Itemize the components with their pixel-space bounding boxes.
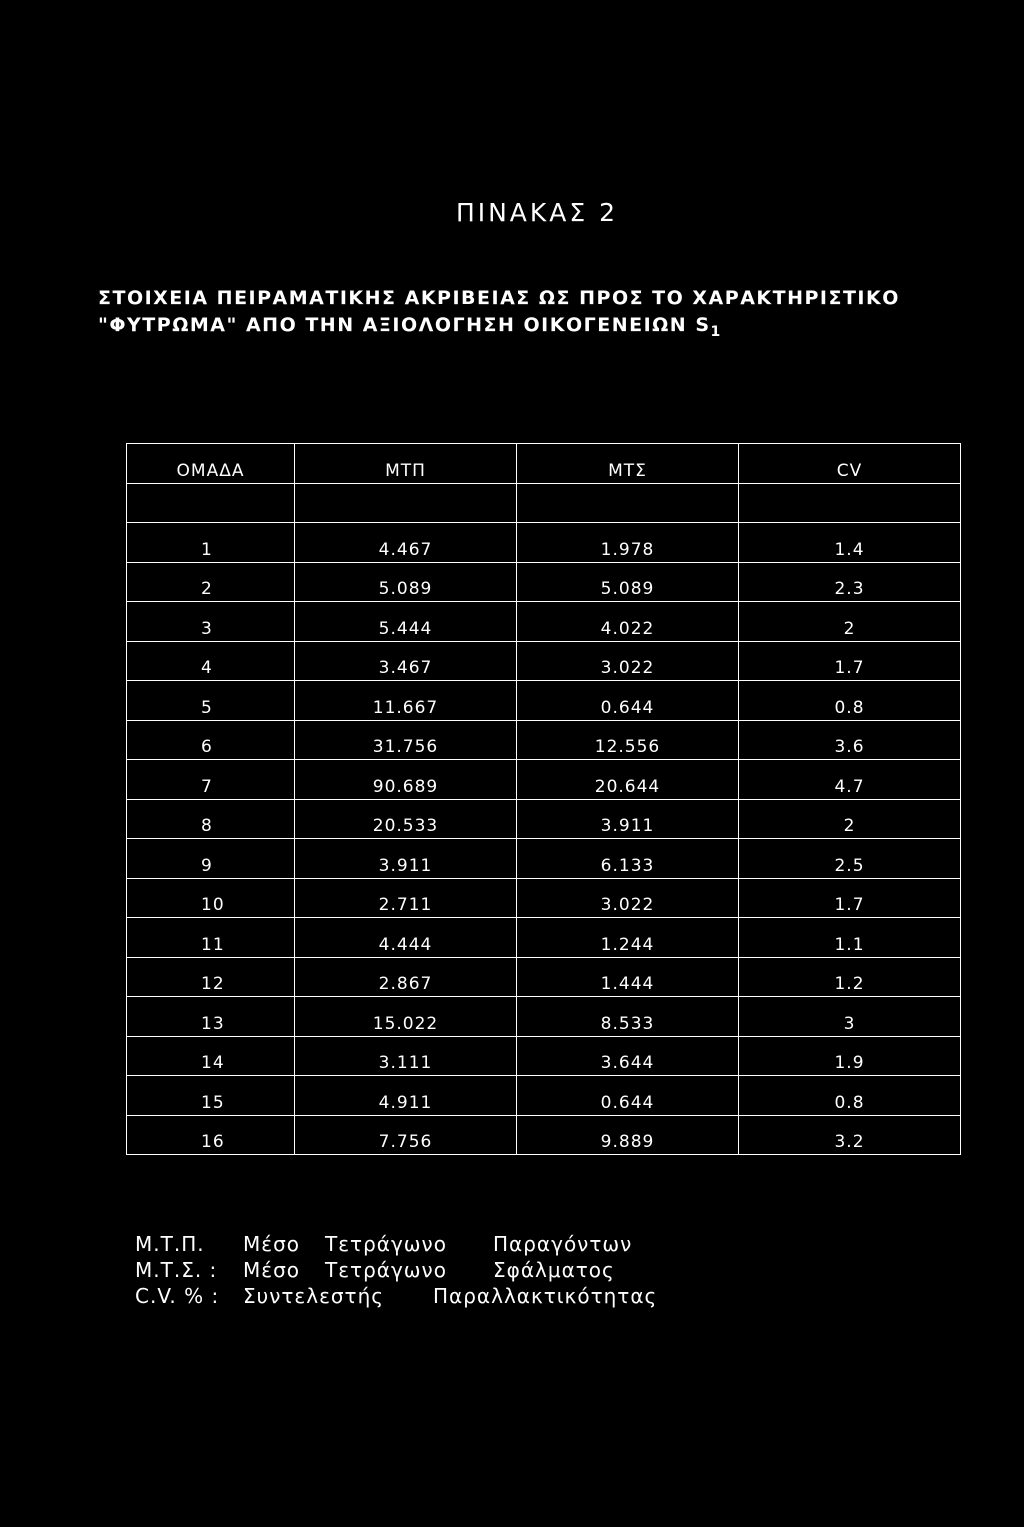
table-row (127, 1115, 961, 1155)
group-cell: 16 (127, 1115, 295, 1155)
header-row (127, 444, 961, 484)
empty-cell (739, 483, 961, 523)
mtp-cell: 90.689 (295, 760, 517, 800)
mts-cell: 1.444 (517, 957, 739, 997)
table-row (127, 641, 961, 681)
header-mtp: ΜΤΠ (295, 444, 517, 484)
group-cell: 15 (127, 1076, 295, 1116)
mts-cell: 9.889 (517, 1115, 739, 1155)
subtitle-line-2-subscript: 1 (710, 323, 722, 340)
group-cell: 8 (127, 799, 295, 839)
group-cell: 14 (127, 1036, 295, 1076)
cv-cell: 2.3 (739, 562, 961, 602)
group-cell: 13 (127, 997, 295, 1037)
cv-cell: 1.2 (739, 957, 961, 997)
table-row (127, 918, 961, 958)
mtp-cell: 3.467 (295, 641, 517, 681)
table-title: ΠΙΝΑΚΑΣ 2 (455, 198, 619, 227)
table-row (127, 878, 961, 918)
mts-cell: 0.644 (517, 681, 739, 721)
legend-item (135, 1258, 657, 1284)
cv-cell: 3.2 (739, 1115, 961, 1155)
mts-cell: 1.244 (517, 918, 739, 958)
mts-cell: 3.022 (517, 878, 739, 918)
legend-word-2: Τετράγωνο (325, 1232, 447, 1256)
empty-cell (295, 483, 517, 523)
empty-row (127, 483, 961, 523)
mts-cell: 12.556 (517, 720, 739, 760)
mtp-cell: 31.756 (295, 720, 517, 760)
mtp-cell: 3.111 (295, 1036, 517, 1076)
cv-cell: 2 (739, 602, 961, 642)
cv-cell: 1.7 (739, 878, 961, 918)
mtp-cell: 20.533 (295, 799, 517, 839)
mtp-cell: 5.444 (295, 602, 517, 642)
mts-cell: 1.978 (517, 523, 739, 563)
group-cell: 2 (127, 562, 295, 602)
legend-abbreviation: C.V. % : (135, 1284, 220, 1308)
data-table (126, 443, 961, 1155)
table-row (127, 720, 961, 760)
mtp-cell: 4.911 (295, 1076, 517, 1116)
group-cell: 10 (127, 878, 295, 918)
table-row (127, 997, 961, 1037)
table-row (127, 562, 961, 602)
mts-cell: 3.022 (517, 641, 739, 681)
group-cell: 9 (127, 839, 295, 879)
mtp-cell: 4.444 (295, 918, 517, 958)
subtitle-line-1: ΣΤΟΙΧΕΙΑ ΠΕΙΡΑΜΑΤΙΚΗΣ ΑΚΡΙΒΕΙΑΣ ΩΣ ΠΡΟΣ ΤΟ ΧΑΡΑΚΤΗΡΙΣΤΙΚΟ (98, 287, 900, 309)
table-row (127, 1036, 961, 1076)
table-row (127, 681, 961, 721)
group-cell: 3 (127, 602, 295, 642)
group-cell: 5 (127, 681, 295, 721)
table-row (127, 957, 961, 997)
group-cell: 6 (127, 720, 295, 760)
legend-word-1: Μέσο (243, 1258, 300, 1282)
table-body (127, 483, 961, 1155)
subtitle-line-2 (98, 314, 722, 340)
table-row (127, 799, 961, 839)
empty-cell (517, 483, 739, 523)
legend-item (135, 1284, 657, 1310)
table-row (127, 523, 961, 563)
header-mts: ΜΤΣ (517, 444, 739, 484)
table-row (127, 839, 961, 879)
mts-cell: 6.133 (517, 839, 739, 879)
cv-cell: 1.1 (739, 918, 961, 958)
cv-cell: 4.7 (739, 760, 961, 800)
mts-cell: 8.533 (517, 997, 739, 1037)
legend-word-3: Παραγόντων (493, 1232, 633, 1256)
mtp-cell: 2.711 (295, 878, 517, 918)
mtp-cell: 2.867 (295, 957, 517, 997)
cv-cell: 1.4 (739, 523, 961, 563)
cv-cell: 3 (739, 997, 961, 1037)
cv-cell: 3.6 (739, 720, 961, 760)
mts-cell: 20.644 (517, 760, 739, 800)
mtp-cell: 5.089 (295, 562, 517, 602)
mtp-cell: 11.667 (295, 681, 517, 721)
legend-word-1: Μέσο (243, 1232, 300, 1256)
mtp-cell: 4.467 (295, 523, 517, 563)
mts-cell: 0.644 (517, 1076, 739, 1116)
group-cell: 7 (127, 760, 295, 800)
mts-cell: 5.089 (517, 562, 739, 602)
table-row (127, 760, 961, 800)
cv-cell: 1.9 (739, 1036, 961, 1076)
legend-abbreviation: Μ.Τ.Π. (135, 1232, 205, 1256)
table-row (127, 1076, 961, 1116)
mts-cell: 3.644 (517, 1036, 739, 1076)
empty-cell (127, 483, 295, 523)
group-cell: 11 (127, 918, 295, 958)
header-cv: CV (739, 444, 961, 484)
mts-cell: 4.022 (517, 602, 739, 642)
legend-word-2: Τετράγωνο (325, 1258, 447, 1282)
legend-word-3: Σφάλματος (493, 1258, 615, 1282)
legend-item (135, 1232, 657, 1258)
mtp-cell: 7.756 (295, 1115, 517, 1155)
cv-cell: 0.8 (739, 681, 961, 721)
legend-abbreviation: Μ.Τ.Σ. : (135, 1258, 218, 1282)
legend-word-3: Παραλλακτικότητας (433, 1284, 658, 1308)
mts-cell: 3.911 (517, 799, 739, 839)
group-cell: 4 (127, 641, 295, 681)
group-cell: 12 (127, 957, 295, 997)
mtp-cell: 15.022 (295, 997, 517, 1037)
table-row (127, 602, 961, 642)
mtp-cell: 3.911 (295, 839, 517, 879)
subtitle-line-2-text: "ΦΥΤΡΩΜΑ" ΑΠΟ ΤΗΝ ΑΞΙΟΛΟΓΗΣΗ ΟΙΚΟΓΕΝΕΙΩΝ S (98, 314, 711, 336)
group-cell: 1 (127, 523, 295, 563)
cv-cell: 2.5 (739, 839, 961, 879)
cv-cell: 0.8 (739, 1076, 961, 1116)
cv-cell: 1.7 (739, 641, 961, 681)
cv-cell: 2 (739, 799, 961, 839)
header-group: ΟΜΑΔΑ (127, 444, 295, 484)
abbreviation-legend (135, 1232, 657, 1310)
legend-word-1: Συντελεστής (243, 1284, 385, 1308)
